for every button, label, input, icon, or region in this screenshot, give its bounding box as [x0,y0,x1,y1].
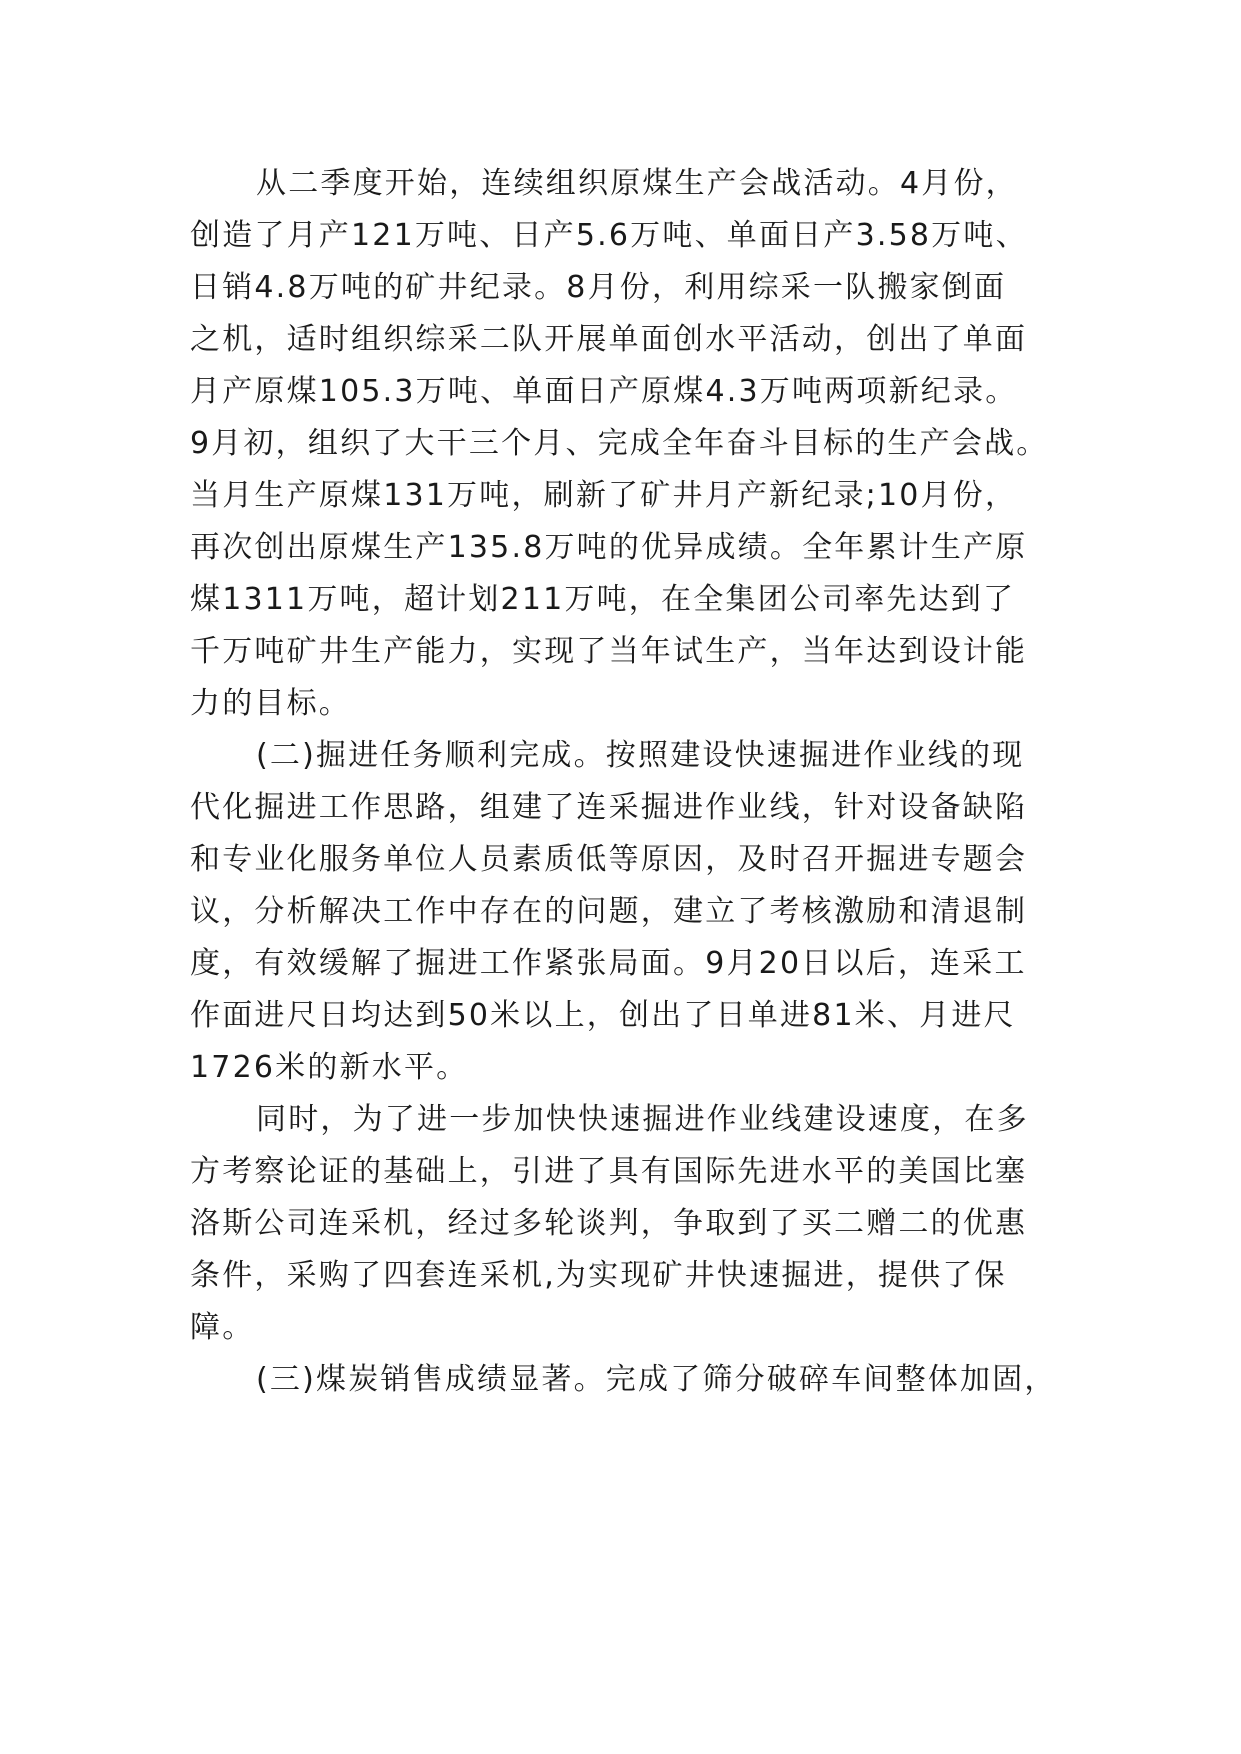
text-line: 力的目标。 [190,686,351,721]
text-line: 月产原煤105.3万吨、单面日产原煤4.3万吨两项新纪录。 [190,374,1018,409]
text-line: 之机，适时组织综采二队开展单面创水平活动，创出了单面 [190,322,1028,357]
text-line: (三)煤炭销售成绩显著。完成了筛分破碎车间整体加固， [256,1362,1057,1397]
text-line: 千万吨矿井生产能力，实现了当年试生产，当年达到设计能 [190,634,1028,669]
text-line: 度，有效缓解了掘进工作紧张局面。9月20日以后，连采工 [190,946,1027,981]
text-line: 代化掘进工作思路，组建了连采掘进作业线，针对设备缺陷 [190,790,1028,825]
document-body [190,158,1070,1406]
text-line: 当月生产原煤131万吨，刷新了矿井月产新纪录;10月份， [190,478,1018,513]
text-line: 作面进尺日均达到50米以上，创出了日单进81米、月进尺 [190,998,1016,1033]
text-line: 障。 [190,1310,255,1345]
text-line: 和专业化服务单位人员素质低等原因，及时召开掘进专题会 [190,842,1028,877]
paragraph-4 [190,1354,1070,1406]
text-line: 从二季度开始，连续组织原煤生产会战活动。4月份， [256,166,1018,201]
text-line: 9月初，组织了大干三个月、完成全年奋斗目标的生产会战。 [190,426,1049,461]
paragraph-1 [190,158,1070,730]
text-line: 洛斯公司连采机，经过多轮谈判，争取到了买二赠二的优惠 [190,1206,1028,1241]
text-line: 条件，采购了四套连采机,为实现矿井快速掘进，提供了保 [190,1258,1007,1293]
text-line: 同时，为了进一步加快快速掘进作业线建设速度，在多 [256,1102,1029,1137]
text-line: 煤1311万吨，超计划211万吨，在全集团公司率先达到了 [190,582,1016,617]
text-line: 创造了月产121万吨、日产5.6万吨、单面日产3.58万吨、 [190,218,1028,253]
text-line: 日销4.8万吨的矿井纪录。8月份，利用综采一队搬家倒面 [190,270,1007,305]
text-line: 1726米的新水平。 [190,1050,469,1085]
text-line: 议，分析解决工作中存在的问题，建立了考核激励和清退制 [190,894,1028,929]
paragraph-3 [190,1094,1070,1354]
text-line: 再次创出原煤生产135.8万吨的优异成绩。全年累计生产原 [190,530,1028,565]
paragraph-2 [190,730,1070,1094]
text-line: (二)掘进任务顺利完成。按照建设快速掘进作业线的现 [256,738,1025,773]
text-line: 方考察论证的基础上，引进了具有国际先进水平的美国比塞 [190,1154,1028,1189]
